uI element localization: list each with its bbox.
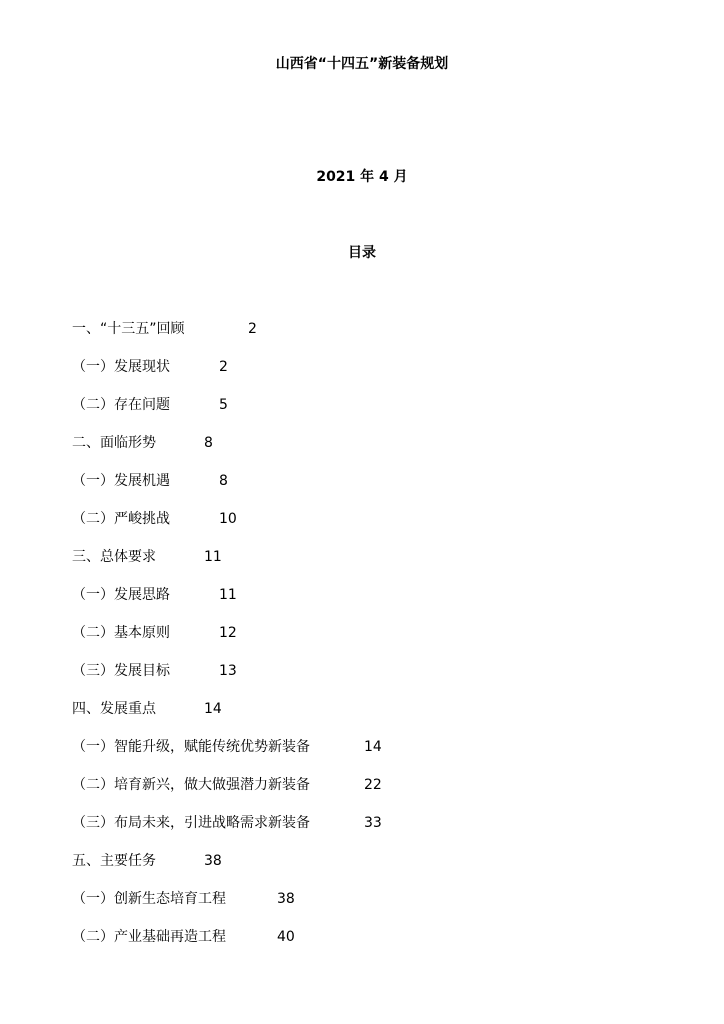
toc-entry-page: 14 <box>364 739 382 755</box>
document-date: 2021 年 4 月 <box>316 169 408 185</box>
toc-entry-label: 二、面临形势 <box>72 435 156 451</box>
toc-entry-page: 12 <box>219 625 237 641</box>
toc-entry-label: （三）布局未来，引进战略需求新装备 <box>72 815 310 831</box>
toc-entry-page: 2 <box>248 321 257 337</box>
toc-entry-label: （二）严峻挑战 <box>72 511 170 527</box>
toc-entry-page: 14 <box>204 701 222 717</box>
toc-entry-label: （一）智能升级，赋能传统优势新装备 <box>72 739 310 755</box>
toc-entry[interactable] <box>72 926 672 964</box>
toc-entry[interactable] <box>72 850 672 888</box>
toc-entry-page: 5 <box>219 397 228 413</box>
toc-entry-page: 8 <box>204 435 213 451</box>
toc-entry[interactable] <box>72 394 672 432</box>
toc-entry[interactable] <box>72 812 672 850</box>
toc-entry[interactable] <box>72 888 672 926</box>
toc-entry-label: 一、“十三五”回顾 <box>72 321 185 337</box>
toc-entry[interactable] <box>72 432 672 470</box>
toc-entry-page: 11 <box>204 549 222 565</box>
toc-entry[interactable] <box>72 698 672 736</box>
toc-entry-label: （一）发展机遇 <box>72 473 170 489</box>
table-of-contents <box>72 318 672 964</box>
toc-entry-label: （二）基本原则 <box>72 625 170 641</box>
toc-entry-page: 11 <box>219 587 237 603</box>
toc-entry[interactable] <box>72 470 672 508</box>
toc-entry-label: 五、主要任务 <box>72 853 156 869</box>
toc-entry-page: 8 <box>219 473 228 489</box>
toc-entry-label: （二）存在问题 <box>72 397 170 413</box>
toc-entry-label: （二）产业基础再造工程 <box>72 929 226 945</box>
toc-entry[interactable] <box>72 508 672 546</box>
toc-entry-label: 四、发展重点 <box>72 701 156 717</box>
toc-entry-page: 38 <box>277 891 295 907</box>
toc-entry-page: 38 <box>204 853 222 869</box>
toc-entry-label: （二）培育新兴，做大做强潜力新装备 <box>72 777 310 793</box>
toc-entry-page: 22 <box>364 777 382 793</box>
toc-entry[interactable] <box>72 622 672 660</box>
toc-entry[interactable] <box>72 318 672 356</box>
toc-entry-label: （一）创新生态培育工程 <box>72 891 226 907</box>
toc-entry-page: 33 <box>364 815 382 831</box>
toc-entry-label: （三）发展目标 <box>72 663 170 679</box>
document-title: 山西省“十四五”新装备规划 <box>275 56 449 72</box>
toc-entry-page: 10 <box>219 511 237 527</box>
toc-entry[interactable] <box>72 660 672 698</box>
toc-heading: 目录 <box>348 245 376 261</box>
toc-entry[interactable] <box>72 546 672 584</box>
toc-entry[interactable] <box>72 356 672 394</box>
toc-entry-page: 40 <box>277 929 295 945</box>
toc-entry-label: 三、总体要求 <box>72 549 156 565</box>
toc-entry[interactable] <box>72 736 672 774</box>
toc-entry[interactable] <box>72 774 672 812</box>
toc-entry-page: 2 <box>219 359 228 375</box>
toc-entry[interactable] <box>72 584 672 622</box>
toc-entry-label: （一）发展现状 <box>72 359 170 375</box>
toc-entry-label: （一）发展思路 <box>72 587 170 603</box>
toc-entry-page: 13 <box>219 663 237 679</box>
